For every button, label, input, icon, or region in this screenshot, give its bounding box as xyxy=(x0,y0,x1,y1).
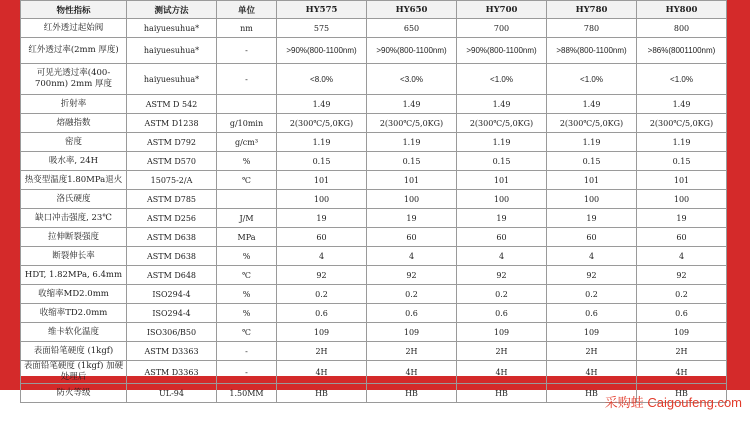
unit-cell: ℃ xyxy=(217,323,277,342)
property-cell: 收缩率MD2.0mm xyxy=(21,285,127,304)
value-cell: 1.19 xyxy=(277,133,367,152)
value-cell: 19 xyxy=(637,209,727,228)
value-cell: 2H xyxy=(457,342,547,361)
header-cell: HY650 xyxy=(367,1,457,19)
unit-cell: g/10min xyxy=(217,114,277,133)
table-row xyxy=(21,190,727,209)
value-cell: 1.19 xyxy=(637,133,727,152)
unit-cell: - xyxy=(217,38,277,64)
value-cell: <8.0% xyxy=(277,64,367,95)
value-cell: 2H xyxy=(637,342,727,361)
value-cell: 0.2 xyxy=(547,285,637,304)
value-cell: 2(300℃/5,0KG) xyxy=(637,114,727,133)
value-cell: 0.2 xyxy=(277,285,367,304)
value-cell: 109 xyxy=(277,323,367,342)
value-cell: 2H xyxy=(367,342,457,361)
value-cell: 19 xyxy=(367,209,457,228)
header-cell: HY800 xyxy=(637,1,727,19)
header-cell: HY575 xyxy=(277,1,367,19)
unit-cell: nm xyxy=(217,19,277,38)
unit-cell: - xyxy=(217,342,277,361)
value-cell: 4H xyxy=(457,361,547,384)
value-cell: 1.19 xyxy=(367,133,457,152)
value-cell: 0.15 xyxy=(367,152,457,171)
property-cell: 熔融指数 xyxy=(21,114,127,133)
value-cell: 4H xyxy=(637,361,727,384)
value-cell: >90%(800-1100nm) xyxy=(457,38,547,64)
unit-cell: % xyxy=(217,152,277,171)
value-cell: HB xyxy=(637,384,727,403)
value-cell: 109 xyxy=(367,323,457,342)
value-cell: 100 xyxy=(637,190,727,209)
method-cell: ISO306/B50 xyxy=(127,323,217,342)
value-cell: <1.0% xyxy=(547,64,637,95)
table-row xyxy=(21,304,727,323)
property-cell: 密度 xyxy=(21,133,127,152)
property-cell: 红外透过率(2mm 厚度) xyxy=(21,38,127,64)
table-row xyxy=(21,266,727,285)
table-row xyxy=(21,152,727,171)
unit-cell: J/M xyxy=(217,209,277,228)
table-row xyxy=(21,209,727,228)
value-cell: 575 xyxy=(277,19,367,38)
value-cell: 700 xyxy=(457,19,547,38)
unit-cell: g/cm³ xyxy=(217,133,277,152)
property-cell: 折射率 xyxy=(21,95,127,114)
table-row xyxy=(21,342,727,361)
value-cell: 0.6 xyxy=(457,304,547,323)
value-cell: 92 xyxy=(457,266,547,285)
unit-cell: - xyxy=(217,361,277,384)
value-cell: 1.49 xyxy=(367,95,457,114)
property-cell: 维卡软化温度 xyxy=(21,323,127,342)
value-cell: 92 xyxy=(277,266,367,285)
property-cell: HDT, 1.82MPa, 6.4mm xyxy=(21,266,127,285)
header-cell: 单位 xyxy=(217,1,277,19)
value-cell: 2(300℃/5,0KG) xyxy=(457,114,547,133)
value-cell: <3.0% xyxy=(367,64,457,95)
header-cell: HY780 xyxy=(547,1,637,19)
value-cell: 60 xyxy=(547,228,637,247)
value-cell: <1.0% xyxy=(457,64,547,95)
method-cell: ISO294-4 xyxy=(127,285,217,304)
value-cell: 2(300℃/5,0KG) xyxy=(547,114,637,133)
value-cell: 2H xyxy=(277,342,367,361)
value-cell: 1.49 xyxy=(547,95,637,114)
value-cell: 800 xyxy=(637,19,727,38)
method-cell: ASTM D785 xyxy=(127,190,217,209)
header-cell: 物性指标 xyxy=(21,1,127,19)
method-cell: ISO294-4 xyxy=(127,304,217,323)
value-cell: 0.6 xyxy=(367,304,457,323)
table-row xyxy=(21,95,727,114)
value-cell: 0.2 xyxy=(457,285,547,304)
value-cell: 4 xyxy=(277,247,367,266)
property-cell: 收缩率TD2.0mm xyxy=(21,304,127,323)
value-cell: 0.15 xyxy=(637,152,727,171)
method-cell: ASTM D1238 xyxy=(127,114,217,133)
value-cell: 19 xyxy=(547,209,637,228)
value-cell: 101 xyxy=(457,171,547,190)
value-cell: 92 xyxy=(547,266,637,285)
unit-cell: MPa xyxy=(217,228,277,247)
header-cell: 测试方法 xyxy=(127,1,217,19)
value-cell: HB xyxy=(547,384,637,403)
property-cell: 吸水率, 24H xyxy=(21,152,127,171)
value-cell: 4 xyxy=(637,247,727,266)
unit-cell: - xyxy=(217,64,277,95)
value-cell: 60 xyxy=(637,228,727,247)
value-cell: 109 xyxy=(457,323,547,342)
table-row xyxy=(21,38,727,64)
method-cell: ASTM D648 xyxy=(127,266,217,285)
value-cell: 2H xyxy=(547,342,637,361)
value-cell: 100 xyxy=(457,190,547,209)
value-cell: HB xyxy=(367,384,457,403)
value-cell: >86%(8001100nm) xyxy=(637,38,727,64)
value-cell: 4 xyxy=(457,247,547,266)
unit-cell: 1.50MM xyxy=(217,384,277,403)
table-row xyxy=(21,228,727,247)
table-row xyxy=(21,285,727,304)
value-cell: 2(300℃/5,0KG) xyxy=(277,114,367,133)
method-cell: ASTM D3363 xyxy=(127,361,217,384)
unit-cell: ℃ xyxy=(217,171,277,190)
property-cell: 可见光透过率(400-700nm) 2mm 厚度 xyxy=(21,64,127,95)
method-cell: UL-94 xyxy=(127,384,217,403)
value-cell: 19 xyxy=(457,209,547,228)
value-cell: 1.49 xyxy=(277,95,367,114)
value-cell: 60 xyxy=(277,228,367,247)
method-cell: haiyuesuhua* xyxy=(127,38,217,64)
value-cell: 109 xyxy=(547,323,637,342)
table-row xyxy=(21,133,727,152)
unit-cell xyxy=(217,95,277,114)
unit-cell: % xyxy=(217,285,277,304)
value-cell: 2(300℃/5,0KG) xyxy=(367,114,457,133)
value-cell: 0.15 xyxy=(457,152,547,171)
unit-cell: ℃ xyxy=(217,266,277,285)
method-cell: haiyuesuhua* xyxy=(127,19,217,38)
table-row xyxy=(21,19,727,38)
table-row xyxy=(21,361,727,384)
value-cell: 0.6 xyxy=(637,304,727,323)
value-cell: 1.19 xyxy=(547,133,637,152)
value-cell: 0.15 xyxy=(547,152,637,171)
value-cell: 101 xyxy=(637,171,727,190)
method-cell: 15075-2/A xyxy=(127,171,217,190)
method-cell: ASTM D638 xyxy=(127,228,217,247)
value-cell: HB xyxy=(457,384,547,403)
value-cell: 101 xyxy=(547,171,637,190)
value-cell: 4H xyxy=(547,361,637,384)
method-cell: ASTM D256 xyxy=(127,209,217,228)
value-cell: >90%(800-1100nm) xyxy=(367,38,457,64)
table-row xyxy=(21,114,727,133)
value-cell: 0.2 xyxy=(637,285,727,304)
table-row xyxy=(21,323,727,342)
table-row xyxy=(21,247,727,266)
value-cell: 60 xyxy=(457,228,547,247)
value-cell: >88%(800-1100nm) xyxy=(547,38,637,64)
spec-table-body xyxy=(21,19,727,403)
site-watermark: 采购蛙 Caigoufeng.com xyxy=(604,395,742,410)
value-cell: 0.15 xyxy=(277,152,367,171)
property-cell: 缺口冲击强度, 23℃ xyxy=(21,209,127,228)
property-cell: 防火等级 xyxy=(21,384,127,403)
value-cell: 92 xyxy=(637,266,727,285)
value-cell: 0.6 xyxy=(277,304,367,323)
value-cell: 1.49 xyxy=(457,95,547,114)
table-row xyxy=(21,64,727,95)
method-cell: ASTM D792 xyxy=(127,133,217,152)
value-cell: 92 xyxy=(367,266,457,285)
method-cell: ASTM D638 xyxy=(127,247,217,266)
property-cell: 表面铅笔硬度 (1kgf) xyxy=(21,342,127,361)
value-cell: 109 xyxy=(637,323,727,342)
value-cell: 4 xyxy=(367,247,457,266)
method-cell: ASTM D 542 xyxy=(127,95,217,114)
method-cell: ASTM D3363 xyxy=(127,342,217,361)
value-cell: 4H xyxy=(277,361,367,384)
value-cell: HB xyxy=(277,384,367,403)
value-cell: 100 xyxy=(277,190,367,209)
property-cell: 拉伸断裂强度 xyxy=(21,228,127,247)
unit-cell: % xyxy=(217,247,277,266)
property-cell: 红外透过起始阀 xyxy=(21,19,127,38)
spec-sheet xyxy=(20,0,726,398)
property-cell: 洛氏硬度 xyxy=(21,190,127,209)
table-row xyxy=(21,171,727,190)
value-cell: 780 xyxy=(547,19,637,38)
value-cell: 101 xyxy=(367,171,457,190)
value-cell: 101 xyxy=(277,171,367,190)
method-cell: haiyuesuhua* xyxy=(127,64,217,95)
value-cell: 4H xyxy=(367,361,457,384)
value-cell: 4 xyxy=(547,247,637,266)
value-cell: 0.2 xyxy=(367,285,457,304)
value-cell: 60 xyxy=(367,228,457,247)
header-cell: HY700 xyxy=(457,1,547,19)
property-cell: 热变型温度1.80MPa退火 xyxy=(21,171,127,190)
value-cell: 19 xyxy=(277,209,367,228)
spec-table xyxy=(20,0,727,403)
header-row xyxy=(21,1,727,19)
unit-cell xyxy=(217,190,277,209)
property-cell: 断裂伸长率 xyxy=(21,247,127,266)
method-cell: ASTM D570 xyxy=(127,152,217,171)
value-cell: 650 xyxy=(367,19,457,38)
property-cell: 表面铅笔硬度 (1kgf) 加硬处理后 xyxy=(21,361,127,384)
value-cell: 100 xyxy=(367,190,457,209)
value-cell: 0.6 xyxy=(547,304,637,323)
value-cell: >90%(800-1100nm) xyxy=(277,38,367,64)
unit-cell: % xyxy=(217,304,277,323)
value-cell: 1.19 xyxy=(457,133,547,152)
value-cell: 1.49 xyxy=(637,95,727,114)
value-cell: <1.0% xyxy=(637,64,727,95)
value-cell: 100 xyxy=(547,190,637,209)
